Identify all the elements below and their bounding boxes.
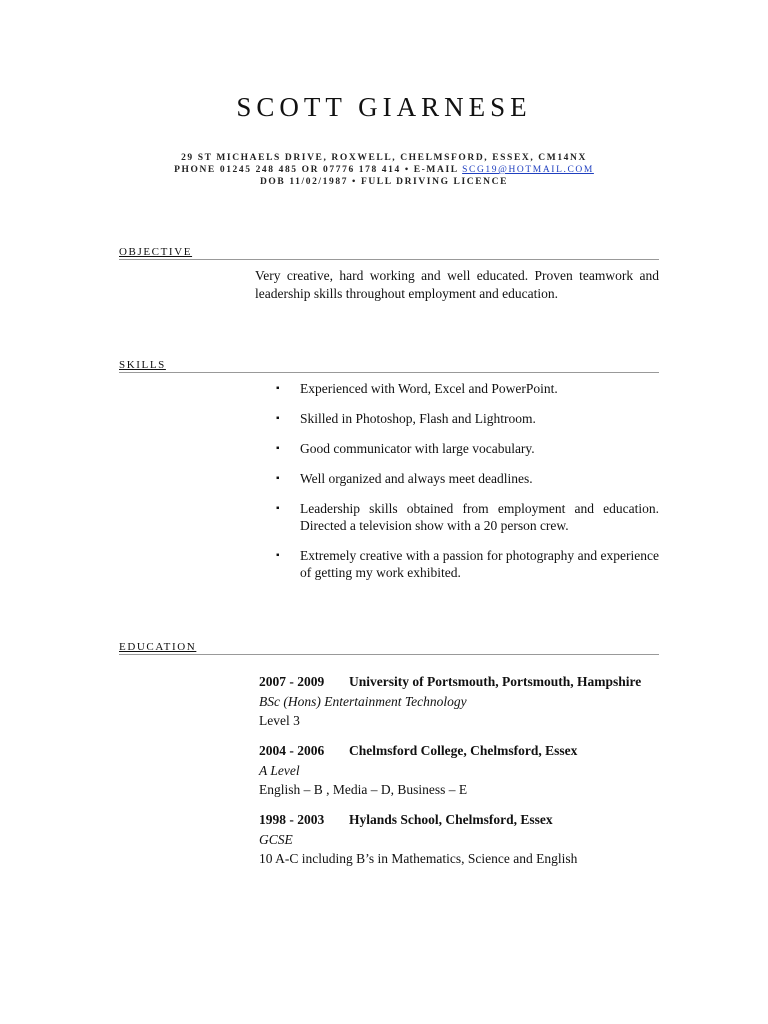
education-years: 2004 - 2006 [259,743,325,758]
education-entry-header [259,672,659,692]
list-item [276,500,659,534]
bullet-icon: ▪ [276,413,280,424]
contact-block [0,152,768,188]
education-entry-header [259,741,659,761]
education-heading-text: EDUCATION [119,641,197,653]
education-qualification: BSc (Hons) Entertainment Technology [259,693,467,709]
education-entry [259,741,659,800]
education-qualification: A Level [259,762,300,778]
list-item [276,410,659,427]
phone-line: PHONE 01245 248 485 OR 07776 178 414 • E-MAIL [174,165,463,175]
education-school: Hylands School, Chelmsford, Essex [349,812,553,827]
education-entry [259,672,659,731]
list-item [276,470,659,487]
education-qualification: GCSE [259,831,293,847]
bullet-icon: ▪ [276,383,280,394]
bullet-icon: ▪ [276,473,280,484]
list-item [276,380,659,397]
bullet-icon: ▪ [276,550,280,561]
skill-text: Good communicator with large vocabulary. [300,441,535,456]
list-item [276,547,659,581]
education-years: 1998 - 2003 [259,812,325,827]
objective-heading [119,246,659,260]
education-detail: 10 A-C including B’s in Mathematics, Science and English [259,851,578,866]
skill-text: Well organized and always meet deadlines. [300,471,533,486]
education-heading [119,641,659,655]
objective-text: Very creative, hard working and well educated. Proven teamwork and leadership skills throughout employment and education. [255,268,659,301]
education-school: Chelmsford College, Chelmsford, Essex [349,743,578,758]
skill-text: Skilled in Photoshop, Flash and Lightroom. [300,411,536,426]
dob-line: DOB 11/02/1987 • FULL DRIVING LICENCE [259,177,509,187]
bullet-icon: ▪ [276,503,280,514]
skills-heading-text: SKILLS [119,359,166,371]
education-school: University of Portsmouth, Portsmouth, Hampshire [349,674,642,689]
skill-text: Leadership skills obtained from employment and education. Directed a television show with a 20 person crew. [300,501,659,533]
objective-heading-text: OBJECTIVE [119,246,193,258]
skills-list [276,380,659,594]
list-item [276,440,659,457]
education-entry [259,810,659,869]
phone-email-line [0,164,768,176]
education-years: 2007 - 2009 [259,674,325,689]
skills-heading [119,359,659,373]
address-line: 29 ST MICHAELS DRIVE, ROXWELL, CHELMSFORD, ESSEX, CM14NX [181,153,587,163]
skill-text: Extremely creative with a passion for photography and experience of getting my work exhibited. [300,548,659,580]
email-link[interactable]: SCG19@HOTMAIL.COM [462,165,594,175]
resume-name: SCOTT GIARNESE [236,92,532,122]
education-entry-header [259,810,659,830]
bullet-icon: ▪ [276,443,280,454]
education-detail: Level 3 [259,713,300,728]
skill-text: Experienced with Word, Excel and PowerPoint. [300,381,558,396]
education-detail: English – B , Media – D, Business – E [259,782,468,797]
